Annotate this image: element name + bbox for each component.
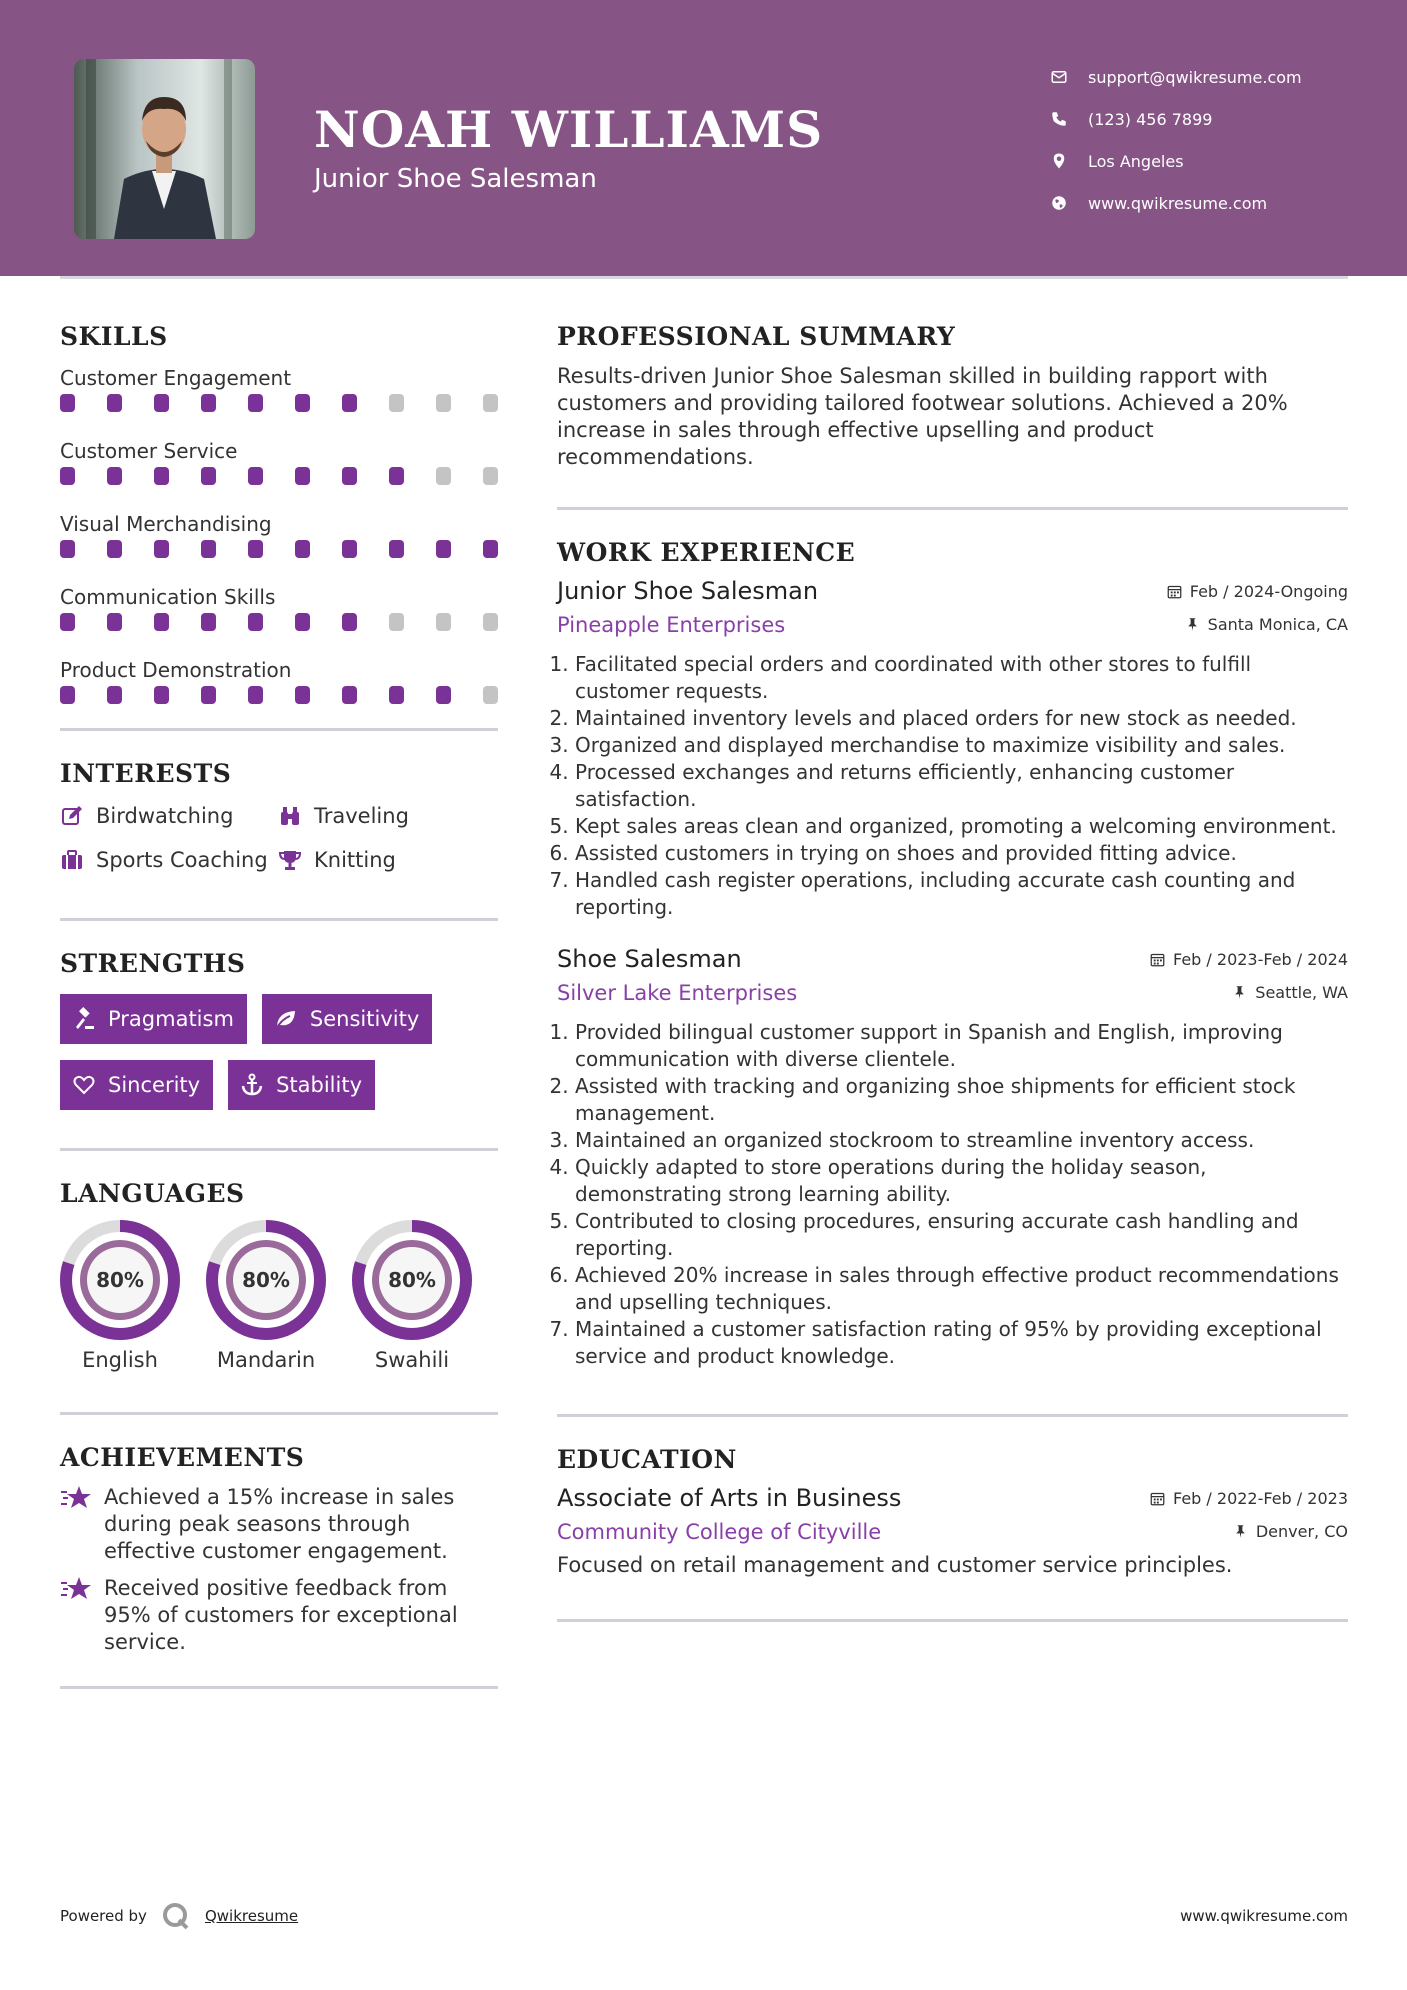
skill-dot <box>342 467 357 485</box>
job-title: Shoe Salesman <box>557 945 742 973</box>
calendar-icon <box>1167 584 1182 599</box>
interest-label: Birdwatching <box>96 804 234 828</box>
skill-name: Customer Service <box>60 439 238 463</box>
skill-dot <box>483 467 498 485</box>
contact-email[interactable] <box>1050 56 1302 98</box>
skill-dot <box>248 467 263 485</box>
skill-dot <box>107 467 122 485</box>
profile-photo <box>74 59 255 239</box>
language-percent: 80% <box>388 1268 436 1292</box>
phone-icon <box>1050 110 1068 128</box>
header-divider <box>60 276 1348 279</box>
job-bullet: 5. Contributed to closing procedures, ensuring accurate cash handling and reporting. <box>575 1208 1348 1262</box>
skill-name: Visual Merchandising <box>60 512 272 536</box>
skill-dot <box>60 394 75 412</box>
skill-dot <box>60 613 75 631</box>
company-name: Pineapple Enterprises <box>557 613 786 637</box>
interest-item <box>60 802 278 830</box>
heart-icon <box>72 1073 96 1097</box>
skill-dot <box>154 467 169 485</box>
language-ring <box>60 1220 180 1340</box>
job-bullet: 1. Facilitated special orders and coordinated with other stores to fulfill customer requests. <box>575 651 1348 705</box>
interests-section <box>60 759 498 874</box>
interest-item <box>60 846 278 874</box>
skills-title: SKILLS <box>60 322 168 351</box>
contact-website[interactable] <box>1050 182 1302 224</box>
company-name: Silver Lake Enterprises <box>557 981 798 1005</box>
contact-website-text: www.qwikresume.com <box>1088 193 1268 213</box>
skill-dot <box>201 613 216 631</box>
section-divider <box>557 1414 1348 1417</box>
footer <box>60 1896 1348 1936</box>
skill-dot <box>436 467 451 485</box>
brand-link[interactable]: Qwikresume <box>204 1907 299 1925</box>
skill-rating <box>60 539 498 559</box>
skill-dot <box>107 686 122 704</box>
skill-dot <box>295 686 310 704</box>
job-bullet: 3. Maintained an organized stockroom to streamline inventory access. <box>575 1127 1348 1154</box>
achievements-title: ACHIEVEMENTS <box>60 1443 305 1472</box>
resume-header <box>0 0 1407 276</box>
skill-name: Customer Engagement <box>60 366 292 390</box>
job-location-text: Seattle, WA <box>1255 983 1348 1002</box>
education-dates <box>1150 1489 1348 1508</box>
job-dates-text: Feb / 2024-Ongoing <box>1189 582 1348 601</box>
degree-title: Associate of Arts in Business <box>557 1484 902 1512</box>
job-entry <box>557 945 1348 1370</box>
languages-list <box>60 1220 498 1372</box>
skill-dot <box>295 613 310 631</box>
school-name: Community College of Cityville <box>557 1520 882 1544</box>
skill-dot <box>154 686 169 704</box>
job-bullets <box>557 651 1348 921</box>
skill-dot <box>483 540 498 558</box>
contact-location <box>1050 140 1302 182</box>
skill-dot <box>342 394 357 412</box>
skill-dot <box>295 540 310 558</box>
education-location <box>1233 1522 1348 1541</box>
skill-dot <box>248 686 263 704</box>
language-ring <box>206 1220 326 1340</box>
trophy-icon <box>278 848 302 872</box>
section-divider <box>557 1619 1348 1622</box>
language-percent: 80% <box>242 1268 290 1292</box>
skill-rating <box>60 685 498 705</box>
skill-dot <box>248 394 263 412</box>
leaf-icon <box>274 1007 298 1031</box>
job-location <box>1232 983 1348 1002</box>
skill-dot <box>60 686 75 704</box>
strength-label: Sincerity <box>108 1073 201 1097</box>
skill-dot <box>436 540 451 558</box>
candidate-name: NOAH WILLIAMS <box>314 100 824 159</box>
achievement-text: Achieved a 15% increase in sales during peak seasons through effective customer engagement. <box>104 1485 455 1563</box>
skill-dot <box>342 540 357 558</box>
gavel-icon <box>72 1007 96 1031</box>
footer-website[interactable]: www.qwikresume.com <box>1180 1907 1348 1925</box>
education-location-text: Denver, CO <box>1255 1522 1348 1541</box>
skill-dot <box>107 540 122 558</box>
pin-icon <box>1233 1524 1248 1539</box>
interests-title: INTERESTS <box>60 759 232 788</box>
binoculars-icon <box>278 804 302 828</box>
education-title: EDUCATION <box>557 1445 737 1474</box>
job-head <box>557 577 1348 605</box>
language-item <box>60 1220 180 1372</box>
strength-label: Stability <box>276 1073 363 1097</box>
strengths-title: STRENGTHS <box>60 949 246 978</box>
skill-dot <box>107 394 122 412</box>
job-dates <box>1150 950 1348 969</box>
skill-dot <box>295 394 310 412</box>
calendar-icon <box>1150 1491 1165 1506</box>
strength-badge <box>262 994 432 1044</box>
skill-dot <box>60 467 75 485</box>
skill-dot <box>154 613 169 631</box>
contact-location-text: Los Angeles <box>1088 151 1184 171</box>
language-item <box>352 1220 472 1372</box>
interest-label: Traveling <box>314 804 409 828</box>
language-name: English <box>82 1348 158 1372</box>
skill-dot <box>389 613 404 631</box>
strength-label: Pragmatism <box>108 1007 234 1031</box>
strength-label: Sensitivity <box>309 1007 420 1031</box>
achievement-item <box>60 1575 498 1656</box>
star-icon <box>60 1575 92 1603</box>
skill-dot <box>201 467 216 485</box>
job-dates <box>1167 582 1348 601</box>
skill-dot <box>201 394 216 412</box>
pin-icon <box>1185 617 1200 632</box>
education-description: Focused on retail management and customer service principles. <box>557 1553 1233 1577</box>
skill-dot <box>483 394 498 412</box>
strengths-list <box>60 994 498 1110</box>
skill-dot <box>389 686 404 704</box>
job-entry <box>557 577 1348 921</box>
section-divider <box>60 1412 498 1415</box>
job-dates-text: Feb / 2023-Feb / 2024 <box>1173 950 1348 969</box>
contact-phone-text: (123) 456 7899 <box>1088 109 1213 129</box>
strength-badge <box>60 994 247 1044</box>
job-subhead <box>557 981 1348 1005</box>
jobs-list <box>557 577 1348 1370</box>
skill-dot <box>60 540 75 558</box>
strength-badge <box>60 1060 213 1110</box>
star-icon <box>60 1484 92 1512</box>
interest-label: Knitting <box>314 848 396 872</box>
interest-item <box>278 802 488 830</box>
job-bullet: 2. Maintained inventory levels and placed orders for new stock as needed. <box>575 705 1348 732</box>
skill-rating <box>60 393 498 413</box>
job-bullet: 3. Organized and displayed merchandise to maximize visibility and sales. <box>575 732 1348 759</box>
education-dates-text: Feb / 2022-Feb / 2023 <box>1173 1489 1348 1508</box>
skill-dot <box>154 394 169 412</box>
qwikresume-logo-icon <box>161 1901 191 1931</box>
map-marker-icon <box>1050 152 1068 170</box>
job-subhead <box>557 613 1348 637</box>
skill-dot <box>248 540 263 558</box>
skill-dot <box>389 394 404 412</box>
skill-dot <box>342 686 357 704</box>
pin-icon <box>1232 985 1247 1000</box>
education-section <box>557 1445 1348 1579</box>
skill-rating <box>60 466 498 486</box>
skills-list <box>60 363 498 705</box>
skill-dot <box>436 613 451 631</box>
skill-dot <box>248 613 263 631</box>
contact-phone[interactable] <box>1050 98 1302 140</box>
experience-section <box>557 538 1348 1370</box>
job-location <box>1185 615 1348 634</box>
summary-title: PROFESSIONAL SUMMARY <box>557 322 956 351</box>
language-name: Mandarin <box>216 1348 316 1372</box>
powered-by-text: Powered by <box>60 1907 147 1925</box>
job-bullet: 7. Maintained a customer satisfaction rating of 95% by providing exceptional service and product knowledge. <box>575 1316 1348 1370</box>
skill-dot <box>295 467 310 485</box>
job-bullet: 2. Assisted with tracking and organizing shoe shipments for efficient stock management. <box>575 1073 1348 1127</box>
contact-email-text: support@qwikresume.com <box>1088 67 1302 87</box>
globe-icon <box>1050 194 1068 212</box>
job-bullet: 5. Kept sales areas clean and organized, promoting a welcoming environment. <box>575 813 1348 840</box>
job-bullets <box>557 1019 1348 1370</box>
job-location-text: Santa Monica, CA <box>1207 615 1348 634</box>
experience-title: WORK EXPERIENCE <box>557 538 856 567</box>
skill-dot <box>201 540 216 558</box>
envelope-icon <box>1050 68 1068 86</box>
skill-name: Product Demonstration <box>60 658 292 682</box>
summary-text: Results-driven Junior Shoe Salesman skilled in building rapport with customers and providing tailored footwear solutions. Achieved a 20% increase in sales through effective upselling and product recommendations. <box>557 364 1288 469</box>
skill-dot <box>436 394 451 412</box>
achievements-section <box>60 1443 498 1656</box>
section-divider <box>60 728 498 731</box>
job-head <box>557 945 1348 973</box>
job-bullet: 4. Processed exchanges and returns efficiently, enhancing customer satisfaction. <box>575 759 1348 813</box>
section-divider <box>557 507 1348 510</box>
edit-icon <box>60 804 84 828</box>
skills-section <box>60 322 498 705</box>
skill-dot <box>483 686 498 704</box>
achievement-item <box>60 1484 498 1565</box>
education-head <box>557 1484 1348 1512</box>
briefcase-icon <box>60 848 84 872</box>
job-bullet: 6. Achieved 20% increase in sales through effective product recommendations and upselling techniques. <box>575 1262 1348 1316</box>
skill-dot <box>389 540 404 558</box>
job-bullet: 4. Quickly adapted to store operations during the holiday season, demonstrating strong learning ability. <box>575 1154 1348 1208</box>
strengths-section <box>60 949 498 1110</box>
job-title: Junior Shoe Salesman <box>557 577 819 605</box>
skill-dot <box>201 686 216 704</box>
skill-dot <box>154 540 169 558</box>
skill-dot <box>342 613 357 631</box>
section-divider <box>60 918 498 921</box>
interest-item <box>278 846 488 874</box>
skill-dot <box>107 613 122 631</box>
job-bullet: 7. Handled cash register operations, including accurate cash counting and reporting. <box>575 867 1348 921</box>
strength-badge <box>228 1060 375 1110</box>
candidate-title: Junior Shoe Salesman <box>314 164 597 194</box>
achievement-text: Received positive feedback from 95% of customers for exceptional service. <box>104 1576 458 1654</box>
job-bullet: 1. Provided bilingual customer support in Spanish and English, improving communication with diverse clientele. <box>575 1019 1348 1073</box>
skill-rating <box>60 612 498 632</box>
language-item <box>206 1220 326 1372</box>
summary-section <box>557 322 1348 471</box>
skill-dot <box>483 613 498 631</box>
calendar-icon <box>1150 952 1165 967</box>
language-percent: 80% <box>96 1268 144 1292</box>
job-bullet: 6. Assisted customers in trying on shoes and provided fitting advice. <box>575 840 1348 867</box>
anchor-icon <box>240 1073 264 1097</box>
language-name: Swahili <box>374 1348 450 1372</box>
section-divider <box>60 1686 498 1689</box>
interest-label: Sports Coaching <box>96 848 268 872</box>
skill-dot <box>436 686 451 704</box>
languages-title: LANGUAGES <box>60 1179 245 1208</box>
skill-dot <box>389 467 404 485</box>
section-divider <box>60 1148 498 1151</box>
languages-section <box>60 1179 498 1372</box>
footer-powered <box>60 1901 298 1931</box>
language-ring <box>352 1220 472 1340</box>
left-column <box>60 322 498 1689</box>
right-column <box>557 322 1348 1622</box>
skill-name: Communication Skills <box>60 585 276 609</box>
education-subhead <box>557 1520 1348 1544</box>
interests-list <box>60 802 498 874</box>
contact-info <box>1050 56 1302 224</box>
